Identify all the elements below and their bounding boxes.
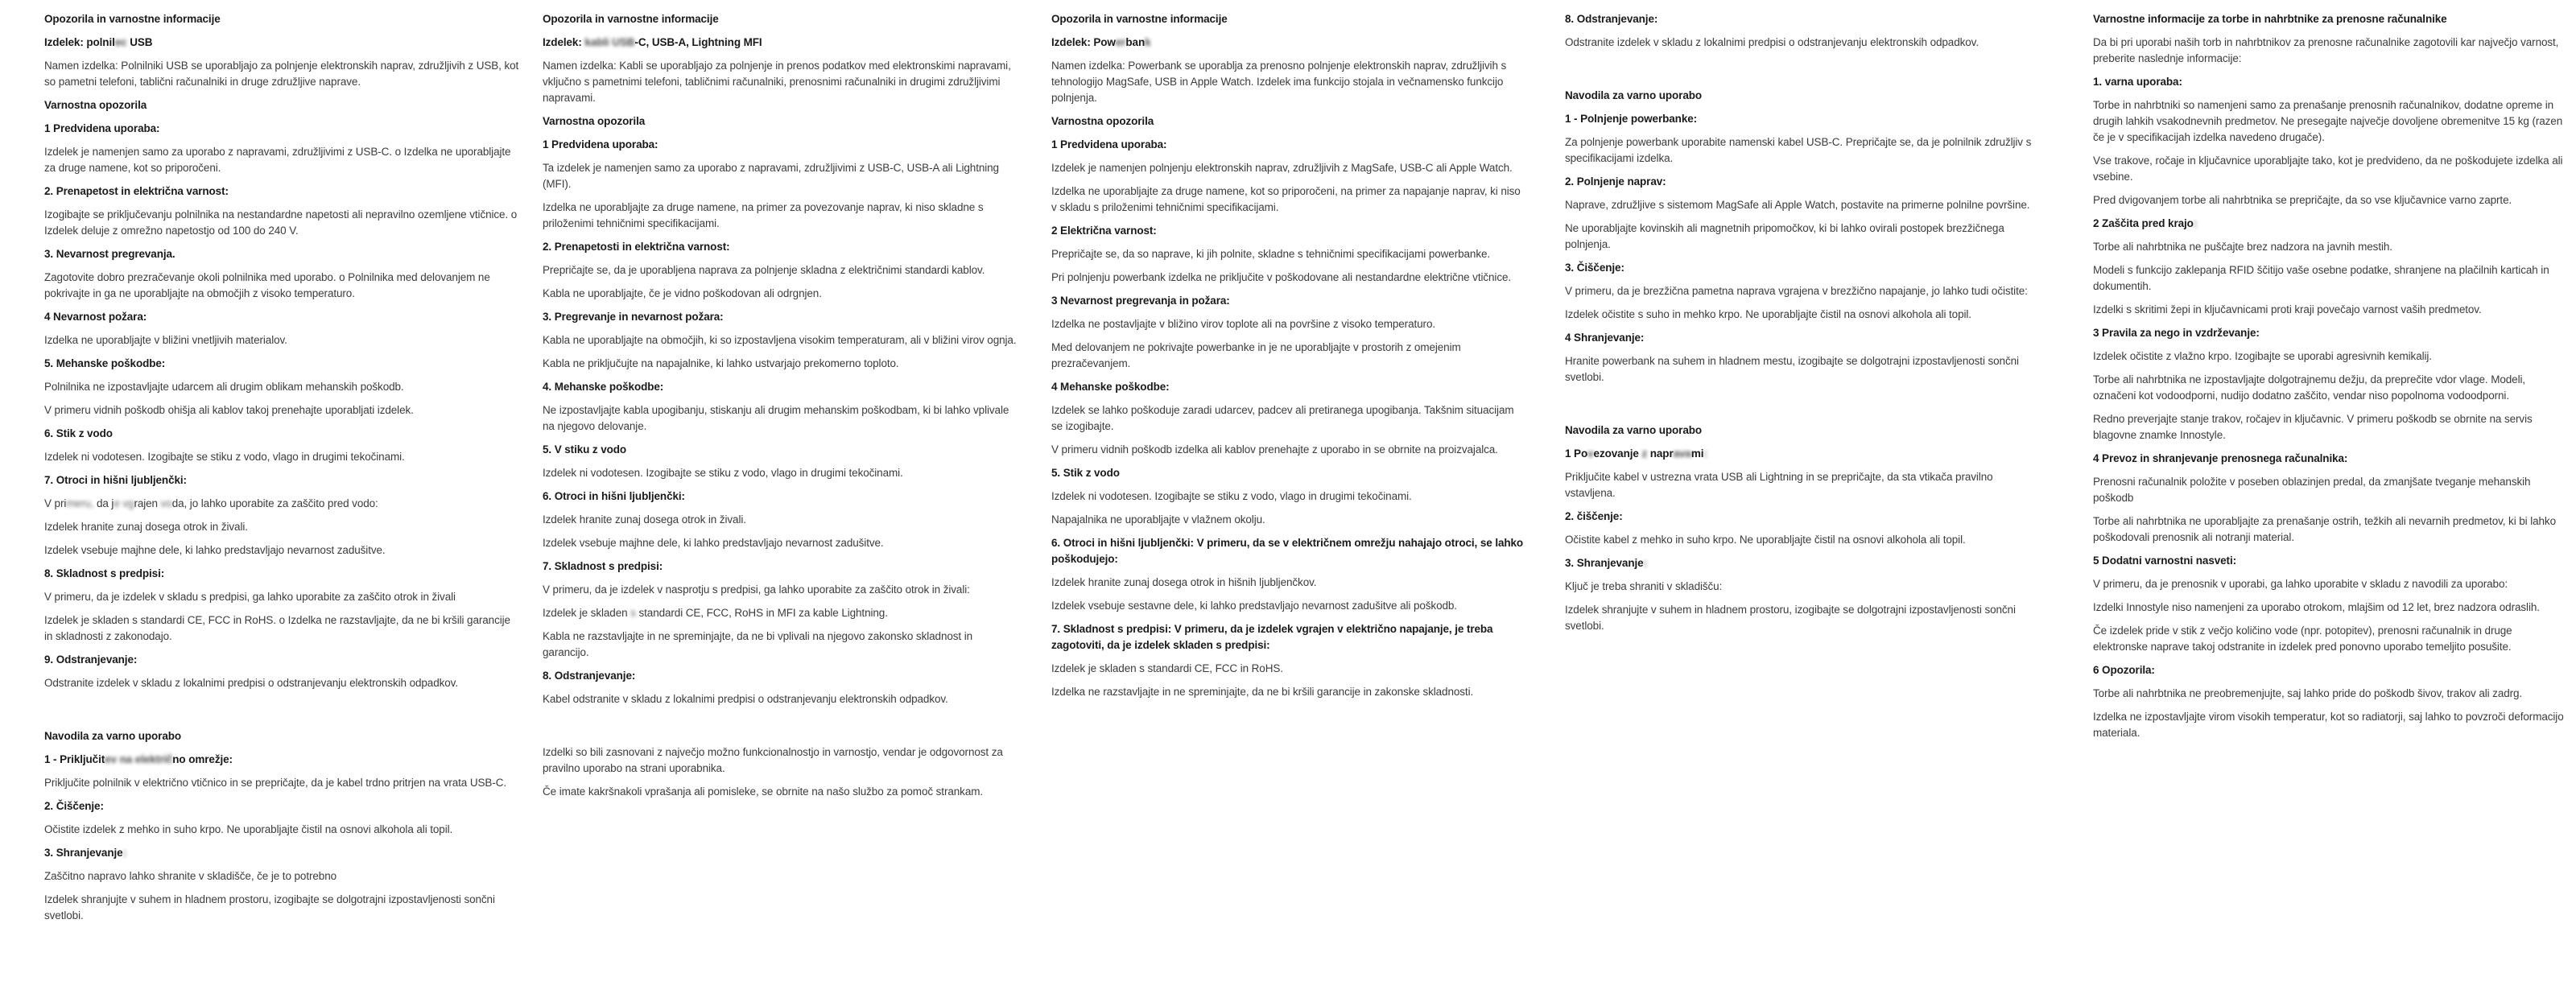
- section-heading: [543, 11, 1018, 27]
- smudged-text-segment: :: [1703, 447, 1707, 460]
- paragraph: [2093, 474, 2564, 506]
- paragraph: [543, 332, 1018, 348]
- column-powerbank-navodila: [1565, 11, 2040, 634]
- text-segment: V primeru, da je izdelek v nasprotju s predpisi, ga lahko uporabite za zaščito otrok in živali:: [543, 583, 970, 596]
- text-segment: Izdelek: polnil: [44, 36, 115, 48]
- section-heading: [44, 11, 519, 27]
- paragraph: [44, 589, 519, 605]
- paragraph: [1565, 469, 2040, 501]
- text-segment: Izdelek očistite s suho in mehko krpo. Ne uporabljajte čistil na osnovi alkohola ali topil.: [1565, 308, 1971, 320]
- text-segment: Varnostne informacije za torbe in nahrbtnike za prenosne računalnike: [2093, 13, 2447, 25]
- section-heading: [1051, 137, 1526, 153]
- text-segment: Izdelka ne postavljajte v bližino virov toplote ali na površine z visoko temperaturo.: [1051, 318, 1435, 330]
- paragraph: [1051, 270, 1526, 286]
- section-heading: [2093, 325, 2564, 341]
- text-segment: Vse trakove, ročaje in ključavnice uporabljajte tako, kot je predvideno, da ne poškodujete izdelka ali vsebine.: [2093, 155, 2563, 183]
- text-segment: Zaščitno napravo lahko shranite v skladišče, če je to potrebno: [44, 870, 337, 882]
- text-segment: 2 Zaščita pred krajo: [2093, 217, 2194, 229]
- smudged-text-segment: meru,: [66, 497, 97, 509]
- text-segment: Izdelek vsebuje sestavne dele, ki lahko predstavljajo nevarnost zadušitve ali poškodb.: [1051, 600, 1457, 612]
- text-segment: no omrežje:: [172, 753, 233, 765]
- section-heading: [543, 379, 1018, 395]
- paragraph: [44, 402, 519, 418]
- text-segment: 2. Polnjenje naprav:: [1565, 175, 1666, 188]
- text-segment: Ne uporabljajte kovinskih ali magnetnih pripomočkov, ki bi lahko ovirali postopek brezžičnega polnjenja.: [1565, 222, 2004, 250]
- text-segment: Odstranite izdelek v skladu z lokalnimi predpisi o odstranjevanju elektronskih odpadkov.: [1565, 36, 1979, 48]
- text-segment: Torbe ali nahrbtnika ne izpostavljajte dolgotrajnemu dežju, da preprečite vdor vlage. Modeli, označeni kot vodoodporni, nudijo dodatno zaščito, vendar niso popolnoma vodoodporni.: [2093, 373, 2526, 402]
- section-heading: [1051, 535, 1526, 567]
- smudged-text-segment: v: [1587, 447, 1594, 460]
- section-heading: [44, 798, 519, 814]
- paragraph: [2093, 262, 2564, 295]
- text-segment: Namen izdelka: Polnilniki USB se uporabljajo za polnjenje elektronskih naprav, združljivih z USB, kot so pametni telefoni, tablični računalniki in druge združljive naprave.: [44, 60, 519, 88]
- paragraph: [1565, 197, 2040, 213]
- text-segment: Izdelki so bili zasnovani z največjo možno funkcionalnostjo in varnostjo, vendar je odgovornost za pravilno uporabo na strani uporabnika.: [543, 746, 1003, 774]
- text-segment: Opozorila in varnostne informacije: [543, 13, 719, 25]
- text-segment: Za polnjenje powerbank uporabite namenski kabel USB-C. Prepričajte se, da je polnilnik združljiv s specifikacijami izdelka.: [1565, 136, 2032, 164]
- text-segment: 4. Mehanske poškodbe:: [543, 381, 664, 393]
- text-segment: 5. Mehanske poškodbe:: [44, 357, 166, 369]
- text-segment: Prenosni računalnik položite v poseben oblazinjen predal, da zmanjšate tveganje mehanskih poškodb: [2093, 476, 2531, 504]
- section-heading: [1051, 35, 1526, 51]
- column-kabli-usb: [543, 11, 1018, 800]
- text-segment: Modeli s funkcijo zaklepanja RFID ščitijo vaše osebne podatke, shranjene na plačilnih karticah in dokumentih.: [2093, 264, 2549, 292]
- text-segment: Izdelek:: [543, 36, 585, 48]
- paragraph: [1051, 183, 1526, 216]
- text-segment: 3. Pregrevanje in nevarnost požara:: [543, 311, 724, 323]
- text-segment: Izdelek hranite zunaj dosega otrok in živali.: [44, 521, 248, 533]
- text-segment: Hranite powerbank na suhem in hladnem mestu, izogibajte se dolgotrajni izpostavljenosti sončni svetlobi.: [1565, 355, 2019, 383]
- text-segment: Izdelka ne uporabljajte za druge namene, na primer za povezovanje naprav, ki niso skladne s priloženimi tehničnimi specifikacijami.: [543, 201, 984, 229]
- paragraph: [543, 465, 1018, 481]
- text-segment: 5. V stiku z vodo: [543, 443, 627, 456]
- paragraph: [1565, 532, 2040, 548]
- paragraph: [44, 775, 519, 791]
- text-segment: 7. Otroci in hišni ljubljenčki:: [44, 474, 187, 486]
- text-segment: Varnostna opozorila: [1051, 115, 1154, 127]
- column-polnilec-usb: [44, 11, 519, 924]
- section-heading: [1051, 293, 1526, 309]
- text-segment: Opozorila in varnostne informacije: [1051, 13, 1228, 25]
- text-segment: mi: [1690, 447, 1704, 460]
- text-segment: Izdelek je skladen s standardi CE, FCC in RoHS.: [1051, 662, 1283, 674]
- text-segment: 5 Dodatni varnostni nasveti:: [2093, 555, 2236, 567]
- paragraph: [2093, 686, 2564, 702]
- text-segment: 3. Shranjevanje: [1565, 557, 1644, 569]
- text-segment: 2 Električna varnost:: [1051, 225, 1157, 237]
- paragraph: [1051, 442, 1526, 458]
- text-segment: Polnilnika ne izpostavljajte udarcem ali drugim oblikam mehanskih poškodb.: [44, 381, 404, 393]
- text-segment: Odstranite izdelek v skladu z lokalnimi predpisi o odstranjevanju elektronskih odpadkov.: [44, 677, 458, 689]
- text-segment: 1 Predvidena uporaba:: [543, 138, 658, 150]
- text-segment: 7. Skladnost s predpisi:: [543, 560, 663, 572]
- paragraph: [1565, 35, 2040, 51]
- text-segment: Navodila za varno uporabo: [44, 730, 182, 742]
- paragraph: [1051, 598, 1526, 614]
- paragraph: [44, 519, 519, 535]
- text-segment: 1 Predvidena uporaba:: [44, 122, 160, 134]
- text-segment: Izdelek vsebuje majhne dele, ki lahko predstavljajo nevarnost zadušitve.: [44, 544, 386, 556]
- text-segment: Pred dvigovanjem torbe ali nahrbtnika se prepričajte, da so vse ključavnice varno zaprte.: [2093, 194, 2512, 206]
- section-heading: [543, 239, 1018, 255]
- section-heading: [2093, 11, 2564, 27]
- paragraph: [2093, 348, 2564, 365]
- text-segment: Izogibajte se priključevanju polnilnika na nestandardne napetosti ali nepravilno ozemljene vtičnice. o Izdelek deluje z omrežno napetostjo od 100 do 240 V.: [44, 208, 518, 237]
- text-segment: V primeru, da je prenosnik v uporabi, ga lahko uporabite v skladu z navodili za uporabo:: [2093, 578, 2508, 590]
- text-segment: Izdelki Innostyle niso namenjeni za uporabo otrokom, mlajšim od 12 let, brez nadzora odraslih.: [2093, 601, 2540, 613]
- text-segment: 6. Otroci in hišni ljubljenčki:: [543, 490, 685, 502]
- paragraph: [1051, 402, 1526, 435]
- paragraph: [1051, 575, 1526, 591]
- paragraph: [2093, 35, 2564, 67]
- text-segment: 2. Prenapetost in električna varnost:: [44, 185, 229, 197]
- paragraph: [543, 200, 1018, 232]
- text-segment: 2. Čiščenje:: [44, 800, 104, 812]
- section-heading: [44, 35, 519, 51]
- text-segment: Izdelka ne uporabljajte za druge namene, kot so priporočeni, na primer za napajanje naprav, ki niso v skladu s priloženimi tehničnimi specifikacijami.: [1051, 185, 1521, 213]
- text-segment: Izdelek ni vodotesen. Izogibajte se stiku z vodo, vlago in drugimi tekočinami.: [44, 451, 405, 463]
- paragraph: [44, 207, 519, 239]
- text-segment: 1. varna uporaba:: [2093, 76, 2182, 88]
- text-segment: Navodila za varno uporabo: [1565, 424, 1703, 436]
- text-segment: 1 Po: [1565, 447, 1588, 460]
- section-heading: [1565, 174, 2040, 190]
- text-segment: da, jo lahko uporabite za zaščito pred vodo:: [171, 497, 378, 509]
- text-segment: Izdelek shranjujte v suhem in hladnem prostoru, izogibajte se dolgotrajni izpostavljenosti sončni svetlobi.: [44, 893, 495, 921]
- text-segment: Med delovanjem ne pokrivajte powerbanke in je ne uporabljajte v prostorih z omejenim prezračevanjem.: [1051, 341, 1461, 369]
- section-heading: [543, 35, 1018, 51]
- text-segment: Izdelek je skladen s standardi CE, FCC in RoHS. o Izdelka ne razstavljajte, da ne bi kršili garancije in skladnosti z zakonodajo.: [44, 614, 510, 642]
- paragraph: [1051, 489, 1526, 505]
- text-segment: Očistite izdelek z mehko in suho krpo. Ne uporabljajte čistil na osnovi alkohola ali topil.: [44, 823, 453, 835]
- section-heading: [1565, 555, 2040, 571]
- paragraph: [44, 675, 519, 691]
- paragraph: [1565, 602, 2040, 634]
- text-segment: 4 Nevarnost požara:: [44, 311, 147, 323]
- section-heading: [1565, 446, 2040, 462]
- text-segment: standardi CE, FCC, RoHS in MFI za kable Lightning.: [635, 607, 888, 619]
- section-heading: [2093, 451, 2564, 467]
- text-segment: Izdelka ne uporabljajte v bližini vnetljivih materialov.: [44, 334, 287, 346]
- paragraph: [543, 784, 1018, 800]
- section-heading: [1565, 88, 2040, 104]
- section-heading: [1565, 423, 2040, 439]
- paragraph: [543, 402, 1018, 435]
- smudged-text-segment: z: [1641, 447, 1648, 460]
- text-segment: napr: [1647, 447, 1674, 460]
- section-heading: [1051, 113, 1526, 130]
- text-segment: V pri: [44, 497, 67, 509]
- text-segment: 2. čiščenje:: [1565, 510, 1623, 522]
- text-segment: 4 Mehanske poškodbe:: [1051, 381, 1170, 393]
- text-segment: Izdelka ne izpostavljajte virom visokih temperatur, kot so radiatorji, saj lahko to povzroči deformacijo materiala.: [2093, 711, 2564, 739]
- text-segment: 4 Shranjevanje:: [1565, 332, 1645, 344]
- smudged-text-segment: ava: [1673, 447, 1691, 460]
- text-segment: V primeru, da je izdelek v skladu s predpisi, ga lahko uporabite za zaščito otrok in živali: [44, 591, 456, 603]
- text-segment: V primeru vidnih poškodb izdelka ali kablov prenehajte z uporabo in se obrnite na proizvajalca.: [1051, 443, 1498, 456]
- text-segment: Izdelek hranite zunaj dosega otrok in živali.: [543, 513, 746, 526]
- section-heading: [44, 183, 519, 200]
- text-segment: Prepričajte se, da so naprave, ki jih polnite, skladne s tehničnimi specifikacijami powerbanke.: [1051, 248, 1491, 260]
- paragraph: [1051, 684, 1526, 700]
- smudged-text-segment: :: [1643, 557, 1647, 569]
- text-segment: Torbe ali nahrbtnika ne uporabljajte za prenašanje ostrih, težkih ali nevarnih predmetov, ki bi lahko poškodovali prenosnik ali notranji material.: [2093, 515, 2556, 543]
- column-powerbank: [1051, 11, 1526, 700]
- text-segment: 3. Nevarnost pregrevanja.: [44, 248, 175, 260]
- paragraph: [543, 605, 1018, 621]
- text-segment: 8. Odstranjevanje:: [543, 670, 636, 682]
- text-segment: 1 - Priključit: [44, 753, 105, 765]
- text-segment: Izdelek je namenjen samo za uporabo z napravami, združljivimi z USB-C. o Izdelka ne uporabljajte za druge namene, kot so priporočeni.: [44, 146, 511, 174]
- paragraph: [44, 542, 519, 559]
- text-segment: Očistite kabel z mehko in suho krpo. Ne uporabljajte čistil na osnovi alkohola ali topil.: [1565, 534, 1966, 546]
- section-heading: [44, 426, 519, 442]
- section-heading: [1051, 223, 1526, 239]
- text-segment: Izdelek: Pow: [1051, 36, 1116, 48]
- text-segment: V primeru vidnih poškodb ohišja ali kablov takoj prenehajte uporabljati izdelek.: [44, 404, 414, 416]
- text-segment: Kabla ne uporabljajte, če je vidno poškodovan ali odrgnjen.: [543, 287, 822, 299]
- text-segment: Redno preverjajte stanje trakov, ročajev in ključavnic. V primeru poškodb se obrnite na servis blagovne znamke Innostyle.: [2093, 413, 2533, 441]
- text-segment: 7. Skladnost s predpisi: V primeru, da je izdelek vgrajen v električno napajanje, je treba zagotoviti, da je izdelek skladen s predpisi:: [1051, 623, 1493, 651]
- section-heading: [44, 652, 519, 668]
- paragraph: [543, 58, 1018, 106]
- text-segment: USB: [126, 36, 153, 48]
- smudged-text-segment: s: [630, 607, 636, 619]
- paragraph: [1565, 579, 2040, 595]
- paragraph: [1565, 307, 2040, 323]
- text-segment: Ta izdelek je namenjen samo za uporabo z napravami, združljivimi z USB-C, USB-A ali Lightning (MFI).: [543, 162, 999, 190]
- text-segment: 6. Stik z vodo: [44, 427, 113, 439]
- smudged-text-segment: :: [122, 847, 126, 859]
- paragraph: [2093, 153, 2564, 185]
- section-heading: [543, 489, 1018, 505]
- text-segment: 2. Prenapetosti in električna varnost:: [543, 241, 730, 253]
- text-segment: Če imate kakršnakoli vprašanja ali pomisleke, se obrnite na našo službo za pomoč strankam.: [543, 785, 984, 798]
- text-segment: Pri polnjenju powerbank izdelka ne priključite v poškodovane ali nestandardne električne vtičnice.: [1051, 271, 1512, 283]
- text-segment: Izdelek vsebuje majhne dele, ki lahko predstavljajo nevarnost zadušitve.: [543, 537, 884, 549]
- paragraph: [44, 868, 519, 884]
- text-segment: ban: [1125, 36, 1146, 48]
- text-segment: Torbe ali nahrbtnika ne preobremenjujte, saj lahko pride do poškodb šivov, trakov ali zadrg.: [2093, 687, 2523, 699]
- text-segment: 3 Nevarnost pregrevanja in požara:: [1051, 295, 1230, 307]
- paragraph: [543, 744, 1018, 777]
- paragraph: [543, 286, 1018, 302]
- paragraph: [2093, 600, 2564, 616]
- paragraph: [2093, 411, 2564, 443]
- text-segment: 3 Pravila za nego in vzdrževanje:: [2093, 327, 2260, 339]
- column-torbe-nahrbtniki: [2093, 11, 2564, 741]
- text-segment: 8. Odstranjevanje:: [1565, 13, 1658, 25]
- text-segment: -C, USB-A, Lightning MFI: [634, 36, 762, 48]
- text-segment: 8. Skladnost s predpisi:: [44, 567, 165, 579]
- section-heading: [543, 668, 1018, 684]
- section-heading: [543, 113, 1018, 130]
- paragraph: [44, 379, 519, 395]
- text-segment: Prepričajte se, da je uporabljena naprava za polnjenje skladna z električnimi standardi kablov.: [543, 264, 985, 276]
- section-heading: [44, 309, 519, 325]
- text-segment: 6. Otroci in hišni ljubljenčki: V primeru, da se v električnem omrežju nahajajo otroci, se lahko poškodujejo:: [1051, 537, 1524, 565]
- paragraph: [1051, 661, 1526, 677]
- text-segment: Varnostna opozorila: [543, 115, 646, 127]
- section-heading: [1565, 111, 2040, 127]
- text-segment: 1 Predvidena uporaba:: [1051, 138, 1167, 150]
- paragraph: [543, 262, 1018, 278]
- paragraph: [1051, 160, 1526, 176]
- paragraph: [2093, 576, 2564, 592]
- section-heading: [2093, 74, 2564, 90]
- smudged-text-segment: kabli USB: [584, 36, 635, 48]
- section-heading: [44, 356, 519, 372]
- section-heading: [44, 566, 519, 582]
- section-heading: [44, 472, 519, 489]
- paragraph: [2093, 97, 2564, 146]
- text-segment: Kabla ne priključujte na napajalnike, ki lahko ustvarjajo prekomerno toploto.: [543, 357, 899, 369]
- text-segment: 6 Opozorila:: [2093, 664, 2155, 676]
- text-segment: Izdelek ni vodotesen. Izogibajte se stiku z vodo, vlago in drugimi tekočinami.: [543, 467, 903, 479]
- smudged-text-segment: vo: [157, 497, 172, 509]
- text-segment: Izdelek ni vodotesen. Izogibajte se stiku z vodo, vlago in drugimi tekočinami.: [1051, 490, 1412, 502]
- text-segment: Izdelek se lahko poškoduje zaradi udarcev, padcev ali pretiranega upogibanja. Takšnim situacijam se izogibajte.: [1051, 404, 1514, 432]
- paragraph: [2093, 239, 2564, 255]
- section-heading: [2093, 662, 2564, 678]
- text-segment: Kabel odstranite v skladu z lokalnimi predpisi o odstranjevanju elektronskih odpadkov.: [543, 693, 948, 705]
- paragraph: [1565, 353, 2040, 385]
- section-heading: [1051, 621, 1526, 653]
- paragraph: [2093, 513, 2564, 546]
- paragraph: [543, 512, 1018, 528]
- text-segment: Izdelek očistite z vlažno krpo. Izogibajte se uporabi agresivnih kemikalij.: [2093, 350, 2432, 362]
- section-heading: [1565, 509, 2040, 525]
- paragraph: [543, 629, 1018, 661]
- paragraph: [2093, 372, 2564, 404]
- text-segment: Priključite kabel v ustrezna vrata USB ali Lightning in se prepričajte, da sta vtikača pravilno vstavljena.: [1565, 471, 1993, 499]
- smudged-text-segment: k: [1145, 36, 1151, 48]
- text-segment: Izdelek hranite zunaj dosega otrok in hišnih ljubljenčkov.: [1051, 576, 1317, 588]
- text-segment: rajen: [134, 497, 158, 509]
- paragraph: [44, 892, 519, 924]
- paragraph: [543, 691, 1018, 707]
- section-heading: [44, 752, 519, 768]
- paragraph: [543, 356, 1018, 372]
- section-heading: [44, 97, 519, 113]
- text-segment: Ključ je treba shraniti v skladišču:: [1565, 580, 1723, 592]
- paragraph: [1051, 58, 1526, 106]
- paragraph: [44, 612, 519, 645]
- paragraph: [1051, 340, 1526, 372]
- text-segment: V primeru, da je brezžična pametna naprava vgrajena v brezžično napajanje, jo lahko tudi očistite:: [1565, 285, 2028, 297]
- paragraph: [44, 332, 519, 348]
- section-heading: [543, 309, 1018, 325]
- paragraph: [44, 270, 519, 302]
- text-segment: 4 Prevoz in shranjevanje prenosnega računalnika:: [2093, 452, 2348, 464]
- paragraph: [543, 582, 1018, 598]
- section-heading: [1051, 379, 1526, 395]
- smudged-text-segment: ev na električ: [105, 753, 173, 765]
- text-segment: Torbe ali nahrbtnika ne puščajte brez nadzora na javnih mestih.: [2093, 241, 2392, 253]
- text-segment: Namen izdelka: Powerbank se uporablja za prenosno polnjenje elektronskih naprav, združljivih s tehnologijo MagSafe, USB in Apple Watch. Izdelek ima funkcijo stojala in večnamensko funkcijo polnjenja.: [1051, 60, 1507, 104]
- text-segment: Da bi pri uporabi naših torb in nahrbtnikov za prenosne računalnike zagotovili kar največjo varnost, preberite naslednje informacije:: [2093, 36, 2559, 64]
- paragraph: [543, 160, 1018, 192]
- text-segment: Napajalnika ne uporabljajte v vlažnem okolju.: [1051, 513, 1265, 526]
- smudged-text-segment: ec: [114, 36, 127, 48]
- paragraph: [2093, 192, 2564, 208]
- text-segment: Če izdelek pride v stik z večjo količino vode (npr. potopitev), prenosni računalnik in druge elektronske naprave takoj odstranite in izdelek pred ponovno uporabo temeljito posušite.: [2093, 625, 2512, 653]
- text-segment: Namen izdelka: Kabli se uporabljajo za polnjenje in prenos podatkov med elektronskimi napravami, vključno s pametnimi telefoni, tabličnimi računalniki, prenosnimi računalniki in drugimi združljivimi napravami.: [543, 60, 1011, 104]
- text-segment: Izdelek je skladen: [543, 607, 631, 619]
- section-heading: [2093, 553, 2564, 569]
- paragraph: [44, 822, 519, 838]
- text-segment: Izdelki s skritimi žepi in ključavnicami proti kraji povečajo varnost vaših predmetov.: [2093, 303, 2482, 315]
- text-segment: 5. Stik z vodo: [1051, 467, 1120, 479]
- section-heading: [2093, 216, 2564, 232]
- section-heading: [44, 246, 519, 262]
- paragraph: [44, 496, 519, 512]
- paragraph: [1565, 221, 2040, 253]
- section-heading: [1565, 11, 2040, 27]
- section-heading: [1565, 330, 2040, 346]
- text-segment: 3. Čiščenje:: [1565, 262, 1624, 274]
- text-segment: Kabla ne razstavljajte in ne spreminjajte, da ne bi vplivali na njegovo zakonsko skladnost in garancijo.: [543, 630, 973, 658]
- text-segment: Izdelka ne razstavljajte in ne spreminjajte, da ne bi kršili garancije in zakonske skladnosti.: [1051, 686, 1474, 698]
- text-segment: 3. Shranjevanje: [44, 847, 123, 859]
- text-segment: 1 - Polnjenje powerbanke:: [1565, 113, 1698, 125]
- text-segment: Izdelek shranjujte v suhem in hladnem prostoru, izogibajte se dolgotrajni izpostavljenosti sončni svetlobi.: [1565, 604, 2016, 632]
- paragraph: [543, 535, 1018, 551]
- smudged-text-segment: e vg: [114, 497, 134, 509]
- text-segment: 9. Odstranjevanje:: [44, 653, 138, 666]
- text-segment: Izdelek je namenjen polnjenju elektronskih naprav, združljivih z MagSafe, USB-C ali Apple Watch.: [1051, 162, 1513, 174]
- text-segment: Opozorila in varnostne informacije: [44, 13, 221, 25]
- text-segment: Varnostna opozorila: [44, 99, 147, 111]
- section-heading: [543, 442, 1018, 458]
- paragraph: [2093, 709, 2564, 741]
- section-heading: [44, 121, 519, 137]
- text-segment: ezovanje: [1593, 447, 1642, 460]
- paragraph: [1051, 316, 1526, 332]
- text-segment: Kabla ne uporabljajte na območjih, ki so izpostavljena visokim temperaturam, ali v bližini virov ognja.: [543, 334, 1017, 346]
- paragraph: [44, 449, 519, 465]
- text-segment: da j: [96, 497, 114, 509]
- paragraph: [1565, 283, 2040, 299]
- section-heading: [1051, 465, 1526, 481]
- smudged-text-segment: :: [2193, 217, 2198, 229]
- text-segment: Torbe in nahrbtniki so namenjeni samo za prenašanje prenosnih računalnikov, dodatne opreme in drugih lahkih vsakodnevnih predmetov. Ne presegajte največje dovoljene obremenitve 15 kg (razen če je v specifikacijah izdelka navedeno drugače).: [2093, 99, 2563, 143]
- paragraph: [1051, 246, 1526, 262]
- paragraph: [44, 58, 519, 90]
- text-segment: Ne izpostavljajte kabla upogibanju, stiskanju ali drugim mehanskim poškodbam, ki bi lahko vplivale na njegovo delovanje.: [543, 404, 1009, 432]
- text-segment: Navodila za varno uporabo: [1565, 89, 1703, 101]
- text-segment: Naprave, združljive s sistemom MagSafe ali Apple Watch, postavite na primerne polnilne površine.: [1565, 199, 2030, 211]
- paragraph: [2093, 302, 2564, 318]
- section-heading: [543, 559, 1018, 575]
- text-segment: Priključite polnilnik v električno vtičnico in se prepričajte, da je kabel trdno pritrjen na vrata USB-C.: [44, 777, 507, 789]
- section-heading: [543, 137, 1018, 153]
- paragraph: [2093, 623, 2564, 655]
- section-heading: [44, 845, 519, 861]
- paragraph: [1051, 512, 1526, 528]
- section-heading: [44, 728, 519, 744]
- smudged-text-segment: er: [1115, 36, 1126, 48]
- section-heading: [1565, 260, 2040, 276]
- paragraph: [1565, 134, 2040, 167]
- paragraph: [44, 144, 519, 176]
- section-heading: [1051, 11, 1526, 27]
- text-segment: Zagotovite dobro prezračevanje okoli polnilnika med uporabo. o Polnilnika med delovanjem ne pokrivajte in ga ne uporabljajte na območjih z visoko temperaturo.: [44, 271, 490, 299]
